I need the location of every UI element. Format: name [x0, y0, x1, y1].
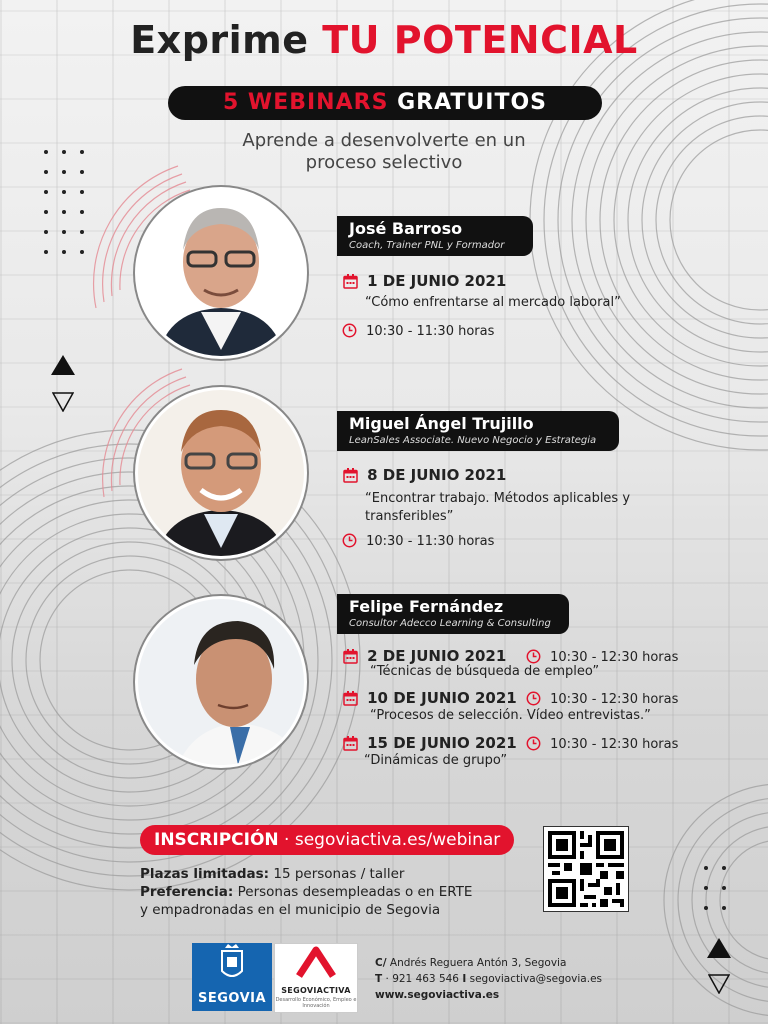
- session-date: 1 DE JUNIO 2021: [367, 272, 507, 290]
- qr-code-icon: [544, 827, 628, 911]
- session-topic: [365, 490, 630, 526]
- subtitle: [0, 130, 768, 174]
- session-date: 8 DE JUNIO 2021: [367, 466, 507, 484]
- subtitle-line1: Aprende a desenvolverte en un: [242, 130, 526, 151]
- triangle-up-icon-right: [707, 938, 731, 958]
- calendar-icon: [343, 691, 358, 706]
- city-logo-text: SEGOVIA: [197, 991, 267, 1006]
- phone: 921 463 546: [392, 973, 459, 985]
- contact-info: C/ Andrés Reguera Antón 3, Segovia T · 921 463 546 I segoviactiva@segovia.es www.segoviactiva.es: [375, 957, 603, 1001]
- speaker-role: Consultor Adecco Learning & Consulting: [349, 618, 551, 629]
- registration-url[interactable]: segoviactiva.es/webinar: [294, 830, 501, 850]
- speaker-name: Miguel Ángel Trujillo: [349, 414, 534, 433]
- triangle-down-outline-icon-right: [708, 974, 730, 994]
- session-date: 2 DE JUNIO 2021: [367, 647, 507, 665]
- session-2-time: [342, 530, 494, 549]
- website-link[interactable]: www.segoviactiva.es: [375, 989, 500, 1001]
- segovia-logo: [192, 943, 272, 1011]
- segoviactiva-mark-icon: [275, 944, 357, 982]
- session-time: 10:30 - 12:30 horas: [550, 650, 679, 665]
- session-topic-line2: transferibles”: [365, 509, 454, 524]
- triangle-down-outline-icon: [52, 392, 74, 412]
- speaker-photo-2: [135, 387, 307, 559]
- email-link[interactable]: segoviactiva@segovia.es: [469, 973, 603, 985]
- session-date: 15 DE JUNIO 2021: [367, 734, 517, 752]
- address-prefix: C/: [375, 957, 387, 969]
- qr-code[interactable]: [543, 826, 629, 912]
- session-topic: “Procesos de selección. Vídeo entrevistas.”: [370, 708, 651, 723]
- brand-tagline: Desarrollo Económico, Empleo e Innovación: [275, 997, 357, 1009]
- session-time: 10:30 - 12:30 horas: [550, 692, 679, 707]
- session-2: [343, 465, 506, 484]
- session-time: 10:30 - 12:30 horas: [550, 737, 679, 752]
- calendar-icon: [343, 274, 358, 289]
- session-1: [343, 271, 506, 290]
- speaker-name: Felipe Fernández: [349, 597, 504, 616]
- webinars-pill: [168, 86, 602, 120]
- speaker-photo-3: [135, 596, 307, 768]
- phone-prefix: T: [375, 973, 383, 985]
- clock-icon: [526, 736, 541, 751]
- session-topic: “Cómo enfrentarse al mercado laboral”: [365, 295, 621, 310]
- registration-label: INSCRIPCIÓN: [154, 830, 279, 850]
- session-topic: “Técnicas de búsqueda de empleo”: [370, 664, 600, 679]
- registration-separator: ·: [284, 830, 290, 850]
- places-label: Plazas limitadas:: [140, 866, 270, 882]
- clock-icon: [342, 323, 357, 338]
- session-time: 10:30 - 11:30 horas: [366, 324, 495, 339]
- places-value: 15 personas / taller: [273, 866, 405, 882]
- page-title: [0, 18, 768, 62]
- speaker-photo-1: [135, 187, 307, 359]
- dot-grid-left: [44, 150, 86, 254]
- session-topic: “Dinámicas de grupo”: [364, 753, 508, 768]
- speaker-name-badge-1: [337, 216, 533, 256]
- speaker-role: Coach, Trainer PNL y Formador: [349, 240, 505, 251]
- speaker-role: LeanSales Associate. Nuevo Negocio y Estrategia: [349, 435, 597, 446]
- segoviactiva-logo: [274, 943, 358, 1013]
- triangle-up-icon: [51, 355, 75, 375]
- address: Andrés Reguera Antón 3, Segovia: [389, 957, 567, 969]
- session-3c-time: [526, 733, 678, 752]
- clock-icon: [526, 691, 541, 706]
- coat-of-arms-icon: [192, 943, 272, 987]
- contact-separator: I: [462, 973, 467, 985]
- session-3c: [343, 733, 517, 752]
- clock-icon: [342, 533, 357, 548]
- preference-value: Personas desempleadas o en ERTE: [237, 884, 473, 900]
- pill-count: 5 WEBINARS: [222, 90, 389, 115]
- session-time: 10:30 - 11:30 horas: [366, 534, 495, 549]
- dot-grid-right: [704, 866, 728, 910]
- subtitle-line2: proceso selectivo: [305, 152, 463, 173]
- session-1-time: [342, 320, 494, 339]
- session-date: 10 DE JUNIO 2021: [367, 689, 517, 707]
- calendar-icon: [343, 649, 358, 664]
- session-topic-line1: “Encontrar trabajo. Métodos aplicables y: [365, 491, 631, 506]
- title-accent: TU POTENCIAL: [322, 18, 638, 62]
- preference-label: Preferencia:: [140, 884, 234, 900]
- registration-link[interactable]: [140, 825, 514, 855]
- speaker-name-badge-2: [337, 411, 619, 451]
- clock-icon: [526, 649, 541, 664]
- pill-text: GRATUITOS: [397, 90, 548, 115]
- session-3b: [343, 688, 517, 707]
- registration-info: [140, 865, 472, 919]
- speaker-name-badge-3: [337, 594, 569, 634]
- calendar-icon: [343, 736, 358, 751]
- preference-value-2: y empadronadas en el municipio de Segovia: [140, 902, 441, 918]
- calendar-icon: [343, 468, 358, 483]
- brand-logo-text: SEGOVIACTIVA: [281, 986, 351, 995]
- speaker-name: José Barroso: [349, 219, 463, 238]
- session-3b-time: [526, 688, 678, 707]
- title-main: Exprime: [130, 18, 309, 62]
